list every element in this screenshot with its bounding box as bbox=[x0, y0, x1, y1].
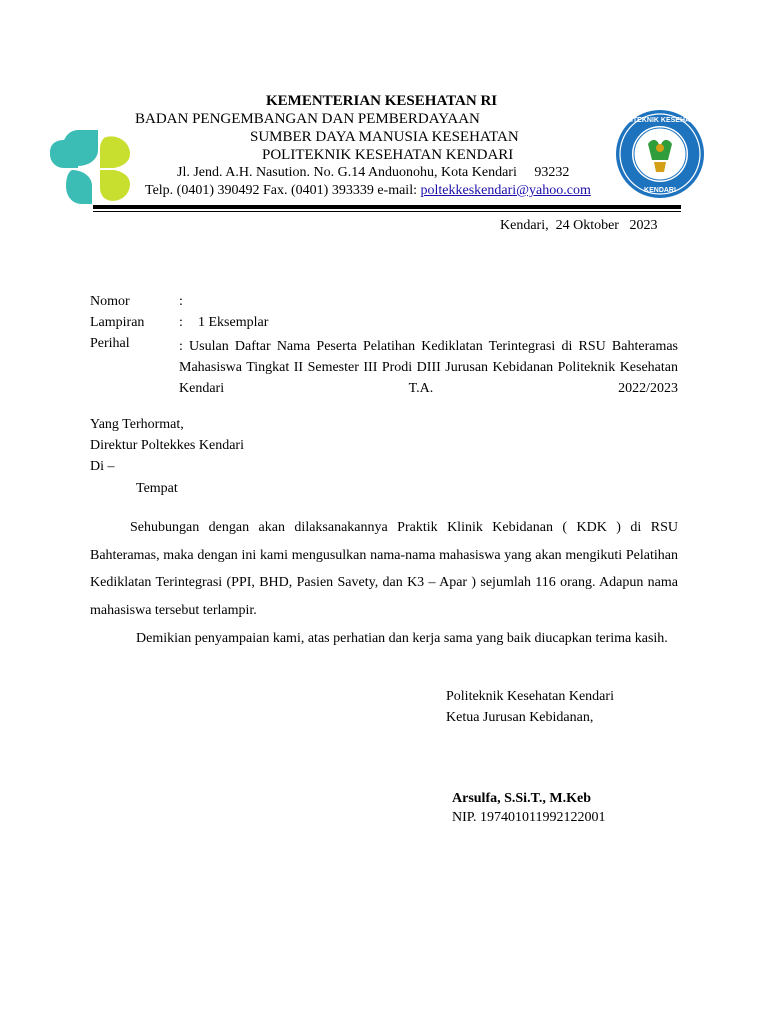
date-line: Kendari, 24 Oktober 2023 bbox=[500, 218, 658, 233]
logo-text-bottom: KENDARI bbox=[644, 187, 676, 194]
lampiran-label: Lampiran bbox=[90, 315, 145, 330]
header-phone: Telp. (0401) 390492 Fax. (0401) 393339 e-mail: bbox=[145, 183, 421, 198]
signature-name: Arsulfa, S.Si.T., M.Keb bbox=[452, 791, 591, 806]
perihal-label: Perihal bbox=[90, 336, 130, 351]
lampiran-colon: : bbox=[179, 315, 183, 330]
signature-institution: Politeknik Kesehatan Kendari bbox=[446, 689, 614, 704]
header-agency: BADAN PENGEMBANGAN DAN PEMBERDAYAAN bbox=[135, 111, 480, 127]
letterhead-rule-thin bbox=[93, 211, 681, 212]
signature-position: Ketua Jurusan Kebidanan, bbox=[446, 710, 594, 725]
nomor-label: Nomor bbox=[90, 294, 130, 309]
poltekkes-logo bbox=[614, 108, 706, 200]
nomor-value: : bbox=[179, 294, 183, 309]
email-link[interactable]: poltekkeskendari@yahoo.com bbox=[420, 183, 591, 198]
kemenkes-lime-shape bbox=[100, 136, 130, 200]
recipient-greeting: Yang Terhormat, bbox=[90, 417, 184, 432]
body-paragraph-1: Sehubungan dengan akan dilaksanakannya Praktik Klinik Kebidanan ( KDK ) di RSU Bahteramas, maka dengan ini kami mengusulkan nama-nama mahasiswa yang akan mengikuti Pelatihan Kediklatan Terintegrasi (PPI, BHD, Pasien Savety, dan K3 – Apar ) sejumlah 116 orang. Adapun nama mahasiswa tersebut terlampir. bbox=[90, 520, 678, 618]
header-contact bbox=[145, 183, 591, 199]
header-ministry: KEMENTERIAN KESEHATAN RI bbox=[266, 93, 498, 109]
logo-text-top: POLITEKNIK KESEHATAN bbox=[616, 117, 704, 124]
recipient-name: Direktur Poltekkes Kendari bbox=[90, 438, 244, 453]
recipient-di: Di – bbox=[90, 459, 115, 474]
recipient-place: Tempat bbox=[136, 481, 178, 496]
body-paragraph-2: Demikian penyampaian kami, atas perhatian dan kerja sama yang baik diucapkan terima kasih. bbox=[136, 631, 668, 646]
lampiran-value: 1 Eksemplar bbox=[198, 315, 269, 330]
header-agency-2: SUMBER DAYA MANUSIA KESEHATAN bbox=[250, 129, 519, 145]
signature-nip: NIP. 197401011992122001 bbox=[452, 810, 606, 825]
header-address: Jl. Jend. A.H. Nasution. No. G.14 Anduonohu, Kota Kendari 93232 bbox=[177, 165, 570, 180]
letterhead-rule-thick bbox=[93, 205, 681, 209]
kemenkes-teal-shape bbox=[50, 130, 98, 204]
header-institution: POLITEKNIK KESEHATAN KENDARI bbox=[262, 147, 514, 163]
kemenkes-logo bbox=[48, 124, 138, 208]
perihal-value: : Usulan Daftar Nama Peserta Pelatihan Kediklatan Terintegrasi di RSU Bahteramas Mahasiswa Tingkat II Semester III Prodi DIII Jurusan Kebidanan Politeknik Kesehatan Kendari T.A. 2022/2023 bbox=[179, 339, 678, 396]
